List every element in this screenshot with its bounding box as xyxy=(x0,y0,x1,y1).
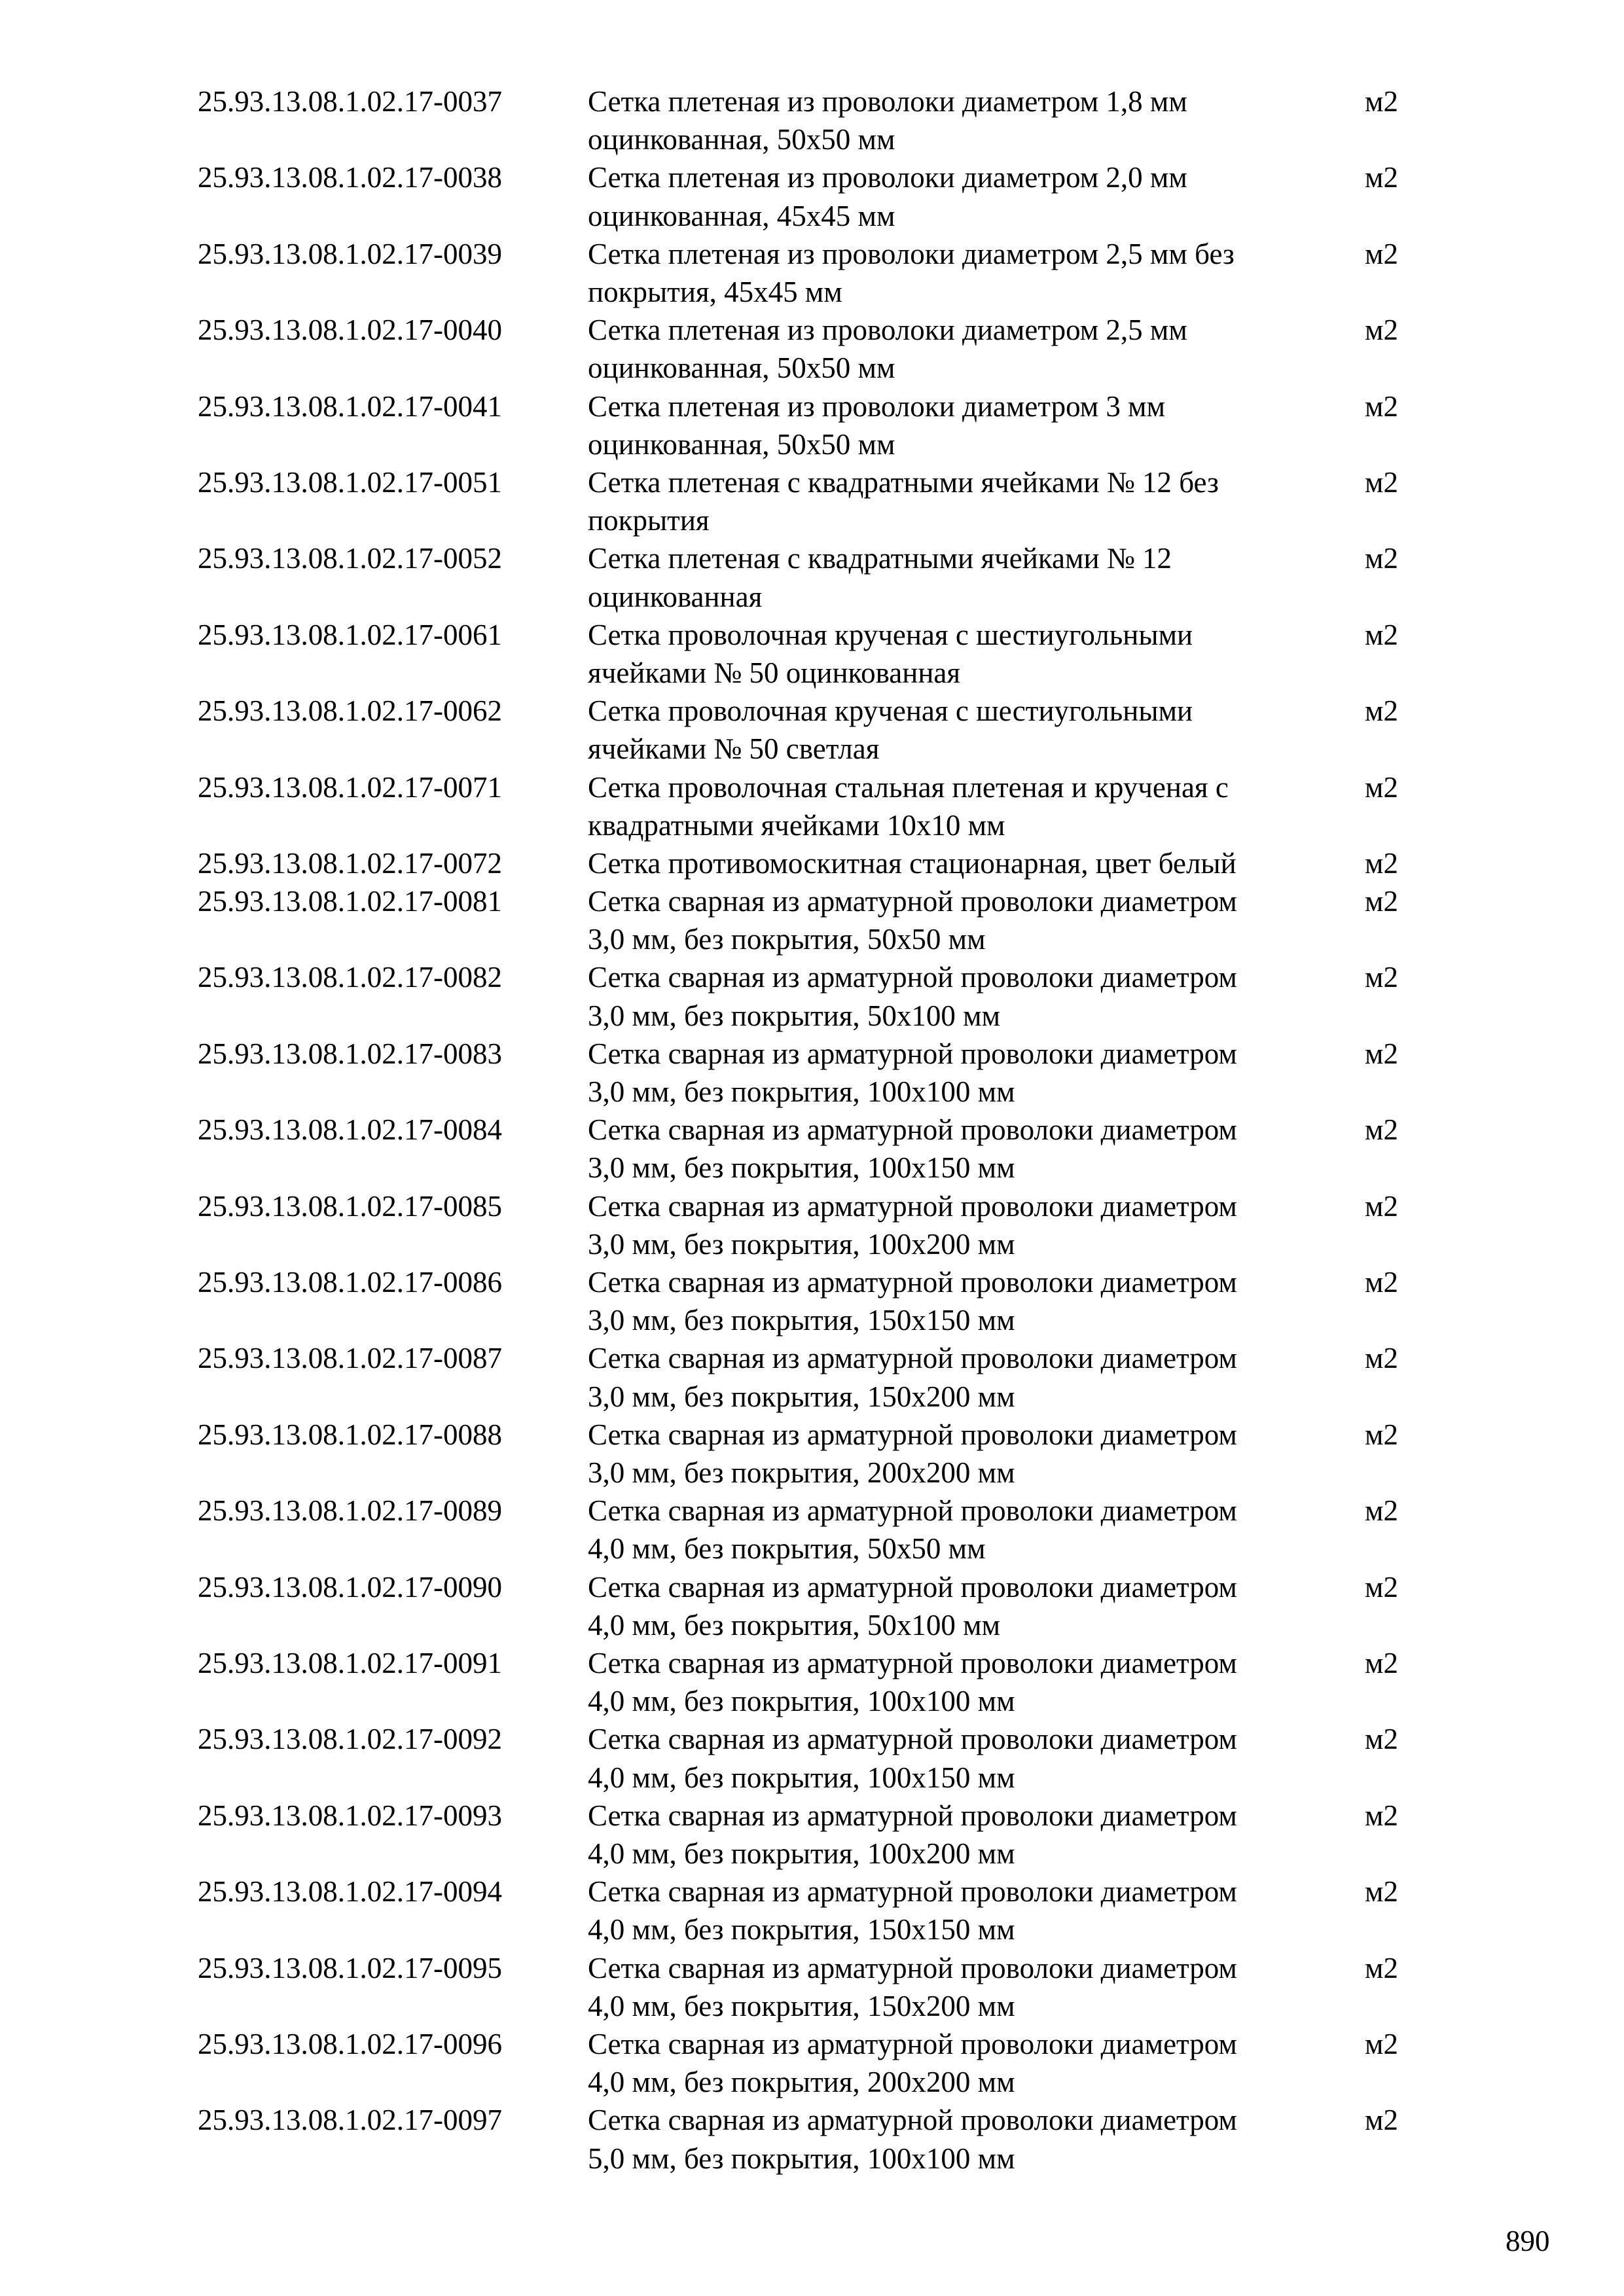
resource-code: 25.93.13.08.1.02.17-0087 xyxy=(198,1342,502,1375)
unit-of-measure: м2 xyxy=(1365,1266,1398,1299)
resource-code: 25.93.13.08.1.02.17-0041 xyxy=(198,389,502,423)
description-line: ячейками № 50 светлая xyxy=(588,732,880,766)
resource-code: 25.93.13.08.1.02.17-0072 xyxy=(198,846,502,880)
resource-code: 25.93.13.08.1.02.17-0052 xyxy=(198,542,502,575)
unit-of-measure: м2 xyxy=(1365,885,1398,918)
description-line: Сетка плетеная из проволоки диаметром 1,8 мм xyxy=(588,85,1187,118)
description-line: 3,0 мм, без покрытия, 100х200 мм xyxy=(588,1227,1015,1261)
resource-description xyxy=(588,1035,1334,1111)
resource-code: 25.93.13.08.1.02.17-0093 xyxy=(198,1799,502,1832)
description-line: Сетка сварная из арматурной проволоки диаметром xyxy=(588,1113,1237,1147)
description-line: покрытия xyxy=(588,504,710,537)
resource-description xyxy=(588,692,1334,768)
description-line: Сетка сварная из арматурной проволоки диаметром xyxy=(588,2027,1237,2060)
description-line: Сетка плетеная из проволоки диаметром 2,5 мм xyxy=(588,314,1187,347)
resource-code: 25.93.13.08.1.02.17-0096 xyxy=(198,2027,502,2060)
description-line: Сетка сварная из арматурной проволоки диаметром xyxy=(588,1266,1237,1299)
resource-code: 25.93.13.08.1.02.17-0039 xyxy=(198,237,502,270)
resource-code: 25.93.13.08.1.02.17-0094 xyxy=(198,1875,502,1909)
unit-of-measure: м2 xyxy=(1365,237,1398,270)
unit-of-measure: м2 xyxy=(1365,1342,1398,1375)
table-row xyxy=(0,882,1624,958)
resource-code: 25.93.13.08.1.02.17-0097 xyxy=(198,2104,502,2137)
description-line: Сетка плетеная из проволоки диаметром 2,5 мм без xyxy=(588,237,1235,270)
description-line: 4,0 мм, без покрытия, 100х150 мм xyxy=(588,1761,1015,1794)
unit-of-measure: м2 xyxy=(1365,1570,1398,1604)
description-line: 4,0 мм, без покрытия, 100х100 мм xyxy=(588,1685,1015,1718)
table-row xyxy=(0,463,1624,539)
table-row xyxy=(0,1035,1624,1111)
resource-description xyxy=(588,1720,1334,1796)
unit-of-measure: м2 xyxy=(1365,1189,1398,1223)
description-line: Сетка плетеная из проволоки диаметром 2,0 мм xyxy=(588,161,1187,194)
description-line: 4,0 мм, без покрытия, 50х50 мм xyxy=(588,1532,986,1566)
description-line: Сетка сварная из арматурной проволоки диаметром xyxy=(588,1418,1237,1451)
description-line: Сетка проволочная крученая с шестиугольными xyxy=(588,618,1193,651)
description-line: Сетка плетеная из проволоки диаметром 3 мм xyxy=(588,389,1166,423)
table-row xyxy=(0,387,1624,463)
resource-description xyxy=(588,1339,1334,1415)
resource-code: 25.93.13.08.1.02.17-0062 xyxy=(198,694,502,728)
description-line: 3,0 мм, без покрытия, 100х100 мм xyxy=(588,1075,1015,1109)
description-line: 4,0 мм, без покрытия, 200х200 мм xyxy=(588,2066,1015,2099)
resource-description xyxy=(588,1949,1334,2025)
resource-code: 25.93.13.08.1.02.17-0089 xyxy=(198,1494,502,1528)
description-line: Сетка противомоскитная стационарная, цвет белый xyxy=(588,846,1236,880)
resource-description xyxy=(588,387,1334,463)
resource-description xyxy=(588,958,1334,1034)
resource-code: 25.93.13.08.1.02.17-0061 xyxy=(198,618,502,651)
resource-code: 25.93.13.08.1.02.17-0037 xyxy=(198,85,502,118)
table-row xyxy=(0,1416,1624,1492)
description-line: Сетка проволочная крученая с шестиугольными xyxy=(588,694,1193,728)
resource-description xyxy=(588,311,1334,387)
resource-code: 25.93.13.08.1.02.17-0083 xyxy=(198,1037,502,1070)
description-line: 4,0 мм, без покрытия, 100х200 мм xyxy=(588,1837,1015,1870)
resource-description xyxy=(588,1644,1334,1720)
resource-code: 25.93.13.08.1.02.17-0090 xyxy=(198,1570,502,1604)
table-row xyxy=(0,1492,1624,1568)
resource-code: 25.93.13.08.1.02.17-0084 xyxy=(198,1113,502,1147)
unit-of-measure: м2 xyxy=(1365,2104,1398,2137)
resource-description xyxy=(588,2101,1334,2177)
description-line: 4,0 мм, без покрытия, 150х150 мм xyxy=(588,1913,1015,1946)
unit-of-measure: м2 xyxy=(1365,1113,1398,1147)
description-line: 3,0 мм, без покрытия, 50х100 мм xyxy=(588,999,1001,1032)
unit-of-measure: м2 xyxy=(1365,465,1398,499)
unit-of-measure: м2 xyxy=(1365,961,1398,994)
description-line: 5,0 мм, без покрытия, 100х100 мм xyxy=(588,2142,1015,2175)
table-row xyxy=(0,768,1624,844)
unit-of-measure: м2 xyxy=(1365,1799,1398,1832)
unit-of-measure: м2 xyxy=(1365,770,1398,804)
table-row xyxy=(0,1797,1624,1873)
resource-code: 25.93.13.08.1.02.17-0038 xyxy=(198,161,502,194)
resource-code: 25.93.13.08.1.02.17-0051 xyxy=(198,465,502,499)
unit-of-measure: м2 xyxy=(1365,1418,1398,1451)
unit-of-measure: м2 xyxy=(1365,1723,1398,1756)
table-row xyxy=(0,2025,1624,2101)
resource-code: 25.93.13.08.1.02.17-0092 xyxy=(198,1723,502,1756)
description-line: Сетка сварная из арматурной проволоки диаметром xyxy=(588,961,1237,994)
description-line: оцинкованная, 50х50 мм xyxy=(588,351,895,385)
description-line: оцинкованная, 45х45 мм xyxy=(588,199,895,232)
description-line: Сетка сварная из арматурной проволоки диаметром xyxy=(588,1723,1237,1756)
unit-of-measure: м2 xyxy=(1365,846,1398,880)
table-row xyxy=(0,311,1624,387)
description-line: Сетка сварная из арматурной проволоки диаметром xyxy=(588,1189,1237,1223)
resource-description xyxy=(588,158,1334,234)
unit-of-measure: м2 xyxy=(1365,1951,1398,1984)
unit-of-measure: м2 xyxy=(1365,161,1398,194)
table-row xyxy=(0,692,1624,768)
resource-description xyxy=(588,844,1334,882)
table-row xyxy=(0,1873,1624,1948)
resource-code: 25.93.13.08.1.02.17-0086 xyxy=(198,1266,502,1299)
resource-description xyxy=(588,1111,1334,1187)
table-row xyxy=(0,539,1624,615)
unit-of-measure: м2 xyxy=(1365,694,1398,728)
resource-table xyxy=(0,82,1624,2178)
description-line: 3,0 мм, без покрытия, 150х200 мм xyxy=(588,1380,1015,1413)
resource-description xyxy=(588,768,1334,844)
table-row xyxy=(0,235,1624,311)
table-row xyxy=(0,616,1624,692)
description-line: 3,0 мм, без покрытия, 100х150 мм xyxy=(588,1151,1015,1185)
description-line: 3,0 мм, без покрытия, 200х200 мм xyxy=(588,1456,1015,1490)
table-row xyxy=(0,1187,1624,1263)
description-line: оцинкованная xyxy=(588,580,763,613)
resource-code: 25.93.13.08.1.02.17-0081 xyxy=(198,885,502,918)
unit-of-measure: м2 xyxy=(1365,85,1398,118)
description-line: Сетка сварная из арматурной проволоки диаметром xyxy=(588,885,1237,918)
description-line: оцинкованная, 50х50 мм xyxy=(588,427,895,461)
table-row xyxy=(0,1111,1624,1187)
resource-description xyxy=(588,539,1334,615)
unit-of-measure: м2 xyxy=(1365,314,1398,347)
resource-description xyxy=(588,1797,1334,1873)
table-row xyxy=(0,1644,1624,1720)
resource-code: 25.93.13.08.1.02.17-0088 xyxy=(198,1418,502,1451)
unit-of-measure: м2 xyxy=(1365,1875,1398,1909)
resource-description xyxy=(588,616,1334,692)
resource-description xyxy=(588,1492,1334,1568)
description-line: оцинкованная, 50х50 мм xyxy=(588,123,895,156)
resource-code: 25.93.13.08.1.02.17-0040 xyxy=(198,314,502,347)
table-row xyxy=(0,1949,1624,2025)
resource-code: 25.93.13.08.1.02.17-0071 xyxy=(198,770,502,804)
table-row xyxy=(0,2101,1624,2177)
table-row xyxy=(0,1263,1624,1339)
unit-of-measure: м2 xyxy=(1365,1647,1398,1679)
table-row xyxy=(0,844,1624,882)
description-line: Сетка сварная из арматурной проволоки диаметром xyxy=(588,1342,1237,1375)
unit-of-measure: м2 xyxy=(1365,389,1398,423)
resource-description xyxy=(588,82,1334,158)
unit-of-measure: м2 xyxy=(1365,2027,1398,2060)
description-line: покрытия, 45х45 мм xyxy=(588,275,842,308)
description-line: Сетка сварная из арматурной проволоки диаметром xyxy=(588,1037,1237,1070)
resource-description xyxy=(588,2025,1334,2101)
page-number: 890 xyxy=(1506,2225,1550,2257)
description-line: 3,0 мм, без покрытия, 50х50 мм xyxy=(588,923,986,956)
resource-code: 25.93.13.08.1.02.17-0082 xyxy=(198,961,502,994)
description-line: Сетка сварная из арматурной проволоки диаметром xyxy=(588,1647,1237,1679)
unit-of-measure: м2 xyxy=(1365,618,1398,651)
description-line: квадратными ячейками 10х10 мм xyxy=(588,808,1005,842)
description-line: Сетка сварная из арматурной проволоки диаметром xyxy=(588,1799,1237,1832)
table-row xyxy=(0,1720,1624,1796)
table-row xyxy=(0,1339,1624,1415)
description-line: Сетка проволочная стальная плетеная и крученая с xyxy=(588,770,1229,804)
resource-description xyxy=(588,235,1334,311)
resource-code: 25.93.13.08.1.02.17-0085 xyxy=(198,1189,502,1223)
resource-description xyxy=(588,463,1334,539)
description-line: Сетка плетеная с квадратными ячейками № 12 xyxy=(588,542,1172,575)
table-row xyxy=(0,1568,1624,1644)
description-line: 4,0 мм, без покрытия, 50х100 мм xyxy=(588,1608,1001,1641)
table-row xyxy=(0,82,1624,158)
resource-code: 25.93.13.08.1.02.17-0091 xyxy=(198,1647,502,1679)
description-line: Сетка сварная из арматурной проволоки диаметром xyxy=(588,1875,1237,1909)
resource-description xyxy=(588,1873,1334,1948)
description-line: Сетка сварная из арматурной проволоки диаметром xyxy=(588,1951,1237,1984)
resource-description xyxy=(588,1263,1334,1339)
resource-description xyxy=(588,1568,1334,1644)
description-line: 4,0 мм, без покрытия, 150х200 мм xyxy=(588,1989,1015,2022)
resource-code: 25.93.13.08.1.02.17-0095 xyxy=(198,1951,502,1984)
description-line: Сетка плетеная с квадратными ячейками № 12 без xyxy=(588,465,1219,499)
resource-description xyxy=(588,1416,1334,1492)
description-line: Сетка сварная из арматурной проволоки диаметром xyxy=(588,1570,1237,1604)
unit-of-measure: м2 xyxy=(1365,1037,1398,1070)
table-row xyxy=(0,158,1624,234)
description-line: 3,0 мм, без покрытия, 150х150 мм xyxy=(588,1304,1015,1337)
table-row xyxy=(0,958,1624,1034)
resource-description xyxy=(588,1187,1334,1263)
description-line: Сетка сварная из арматурной проволоки диаметром xyxy=(588,1494,1237,1528)
description-line: ячейками № 50 оцинкованная xyxy=(588,656,961,689)
unit-of-measure: м2 xyxy=(1365,542,1398,575)
resource-description xyxy=(588,882,1334,958)
unit-of-measure: м2 xyxy=(1365,1494,1398,1528)
description-line: Сетка сварная из арматурной проволоки диаметром xyxy=(588,2104,1237,2137)
